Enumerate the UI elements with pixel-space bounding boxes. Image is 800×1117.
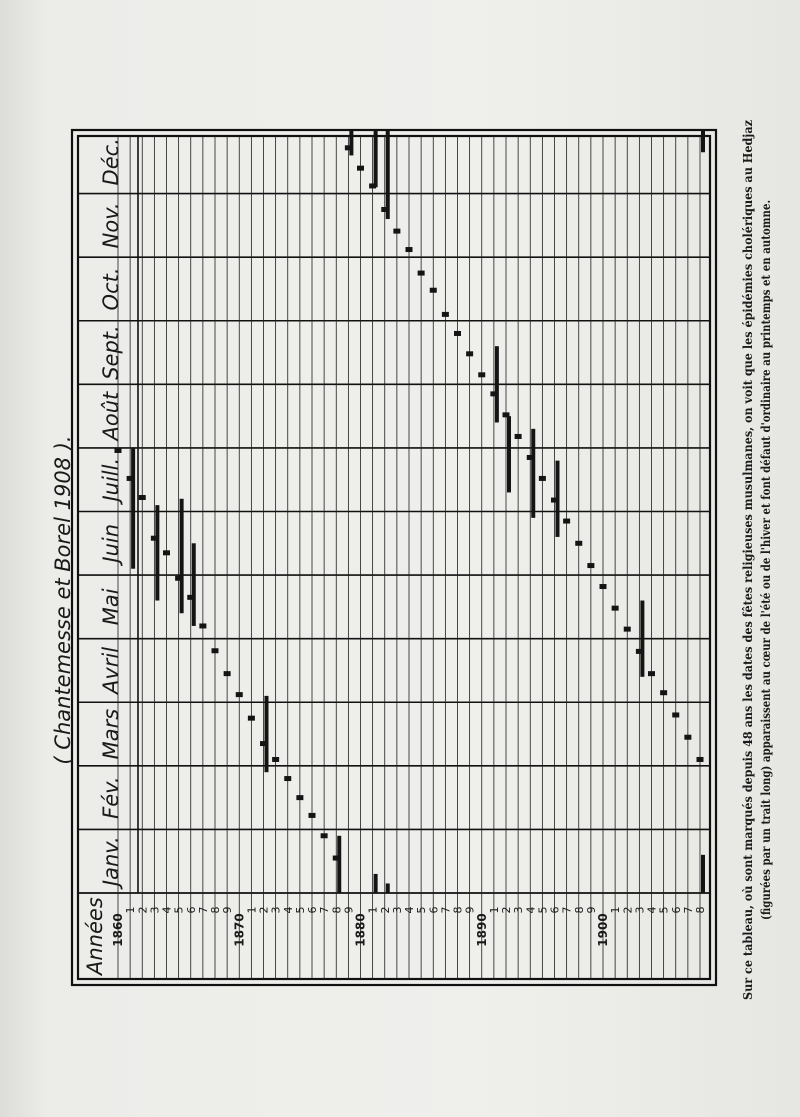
year-tick-label: 1 — [487, 906, 501, 914]
year-tick-label: 1 — [366, 906, 380, 914]
grid — [72, 130, 716, 985]
year-tick-label: 8 — [694, 906, 707, 914]
festival-point — [478, 372, 485, 377]
year-tick-label: 5 — [293, 906, 307, 914]
year-decade-label: 1870 — [232, 913, 247, 947]
year-tick-label: 4 — [160, 906, 174, 914]
year-tick-label: 7 — [439, 906, 453, 914]
month-label: Fév. — [99, 776, 123, 819]
festival-point — [115, 448, 122, 453]
epidemic-bar — [180, 499, 184, 613]
year-decade-label: 1860 — [111, 913, 125, 947]
festival-point — [212, 648, 219, 653]
month-label: Nov. — [99, 202, 123, 249]
festival-point — [430, 288, 437, 293]
festival-point — [587, 563, 594, 568]
festival-point — [660, 690, 667, 695]
year-decade-label: 1890 — [474, 913, 489, 947]
year-tick-label: 2 — [500, 906, 513, 914]
year-tick-label: 6 — [306, 906, 319, 914]
festival-point — [600, 584, 607, 589]
year-tick-label: 2 — [621, 906, 635, 914]
epidemic-bar — [192, 543, 196, 626]
year-tick-label: 8 — [451, 906, 465, 914]
year-tick-label: 2 — [136, 906, 150, 914]
month-label: Mars — [99, 708, 123, 760]
month-labels — [99, 138, 123, 890]
year-tick-label: 6 — [669, 906, 683, 914]
year-tick-label: 7 — [560, 906, 574, 914]
epidemic-bar — [386, 883, 390, 893]
festival-point — [321, 833, 328, 838]
month-label: Avril — [99, 646, 123, 695]
festival-point — [575, 541, 582, 546]
festival-point — [236, 692, 243, 697]
festival-point — [406, 247, 413, 252]
year-tick-label: 3 — [269, 906, 283, 914]
epidemic-bar — [531, 429, 535, 518]
year-tick-label: 3 — [390, 906, 404, 914]
years-axis-title: Années — [83, 897, 107, 975]
month-label: Oct. — [99, 267, 123, 311]
epidemic-bar — [374, 130, 378, 187]
epidemic-bar — [337, 836, 341, 893]
year-tick-label: 6 — [184, 906, 198, 914]
month-label: Janv. — [99, 836, 123, 887]
year-tick-label: 2 — [257, 906, 271, 914]
caption — [740, 18, 773, 1000]
epidemic-bar — [495, 346, 499, 422]
year-decade-label: 1880 — [353, 913, 368, 947]
year-tick-label: 4 — [403, 906, 416, 914]
epidemic-bar — [155, 505, 159, 600]
festival-point — [624, 627, 631, 632]
year-tick-label: 3 — [633, 906, 647, 914]
festival-point — [393, 229, 400, 234]
festival-point — [199, 623, 206, 628]
epidemic-bar — [556, 461, 560, 537]
year-tick-label: 7 — [318, 906, 332, 914]
year-tick-label: 4 — [645, 906, 659, 914]
epidemic-bar — [265, 696, 269, 772]
epidemic-bar — [349, 130, 353, 155]
festival-point — [442, 312, 449, 317]
festival-point — [357, 166, 364, 171]
epidemic-bar — [386, 130, 390, 219]
epidemic-bar — [640, 601, 644, 677]
year-decade-label: 1900 — [596, 913, 610, 947]
festival-point — [515, 434, 522, 439]
year-tick-label: 3 — [148, 906, 162, 914]
epidemic-bar — [374, 874, 378, 893]
year-tick-label: 4 — [281, 906, 295, 914]
year-tick-label: 9 — [584, 906, 598, 914]
festival-point — [539, 476, 546, 481]
festival-point — [697, 757, 704, 762]
caption-line: Sur ce tableau, où sont marqués depuis 48 ans les dates des fêtes religieuses musulmanes, on voit que les épidémies cholériques au Hedjaz — [740, 18, 755, 1000]
year-tick-label: 1 — [245, 906, 259, 914]
festival-point — [272, 757, 279, 762]
chart-title: ( Chantemesse et Borel 1908 ). — [51, 435, 75, 765]
festival-point — [648, 671, 655, 676]
month-label: Mai — [99, 588, 123, 626]
festival-point — [139, 495, 146, 500]
festival-point — [684, 735, 691, 740]
festival-point — [672, 712, 679, 717]
year-tick-label: 8 — [330, 906, 344, 914]
year-tick-label: 1 — [124, 906, 138, 914]
festival-point — [454, 331, 461, 336]
year-tick-label: 5 — [415, 906, 429, 914]
year-tick-label: 7 — [681, 906, 695, 914]
festival-point — [563, 519, 570, 524]
festival-point — [309, 813, 316, 818]
year-tick-label: 9 — [463, 906, 477, 914]
month-label: Août — [99, 391, 123, 441]
festival-point — [612, 606, 619, 611]
epidemic-bar — [507, 416, 511, 492]
month-label: Sept. — [99, 325, 123, 380]
caption-line: (figurées par un trait long) apparaissent au cœur de l'été ou de l'hiver et font défaut d'ordinaire au printemps et en automne. — [758, 37, 773, 920]
year-tick-label: 5 — [536, 906, 550, 914]
year-tick-label: 7 — [196, 906, 210, 914]
year-tick-label: 6 — [427, 906, 441, 914]
epidemic-bar — [701, 855, 705, 893]
year-tick-label: 9 — [221, 906, 235, 914]
festival-point — [296, 795, 303, 800]
month-label: Juill. — [99, 457, 123, 502]
epidemic-bar — [131, 448, 135, 569]
year-tick-label: 9 — [342, 906, 356, 914]
festival-point — [466, 351, 473, 356]
year-tick-label: 8 — [209, 906, 222, 914]
year-tick-label: 8 — [572, 906, 586, 914]
chart-frame — [72, 130, 716, 985]
year-tick-label: 3 — [512, 906, 526, 914]
festival-point — [248, 716, 255, 721]
festival-point — [163, 550, 170, 555]
year-tick-label: 1 — [609, 906, 623, 914]
year-tick-label: 6 — [548, 906, 562, 914]
festival-point — [224, 671, 231, 676]
month-label: Déc. — [99, 138, 123, 186]
festival-point — [418, 271, 425, 276]
year-tick-label: 5 — [172, 906, 186, 914]
year-tick-label: 2 — [378, 906, 392, 914]
year-tick-label: 4 — [524, 906, 538, 914]
epidemic-bar — [701, 130, 705, 152]
year-tick-label: 5 — [657, 906, 671, 914]
month-label: Juin — [99, 523, 123, 563]
festival-point — [284, 776, 291, 781]
